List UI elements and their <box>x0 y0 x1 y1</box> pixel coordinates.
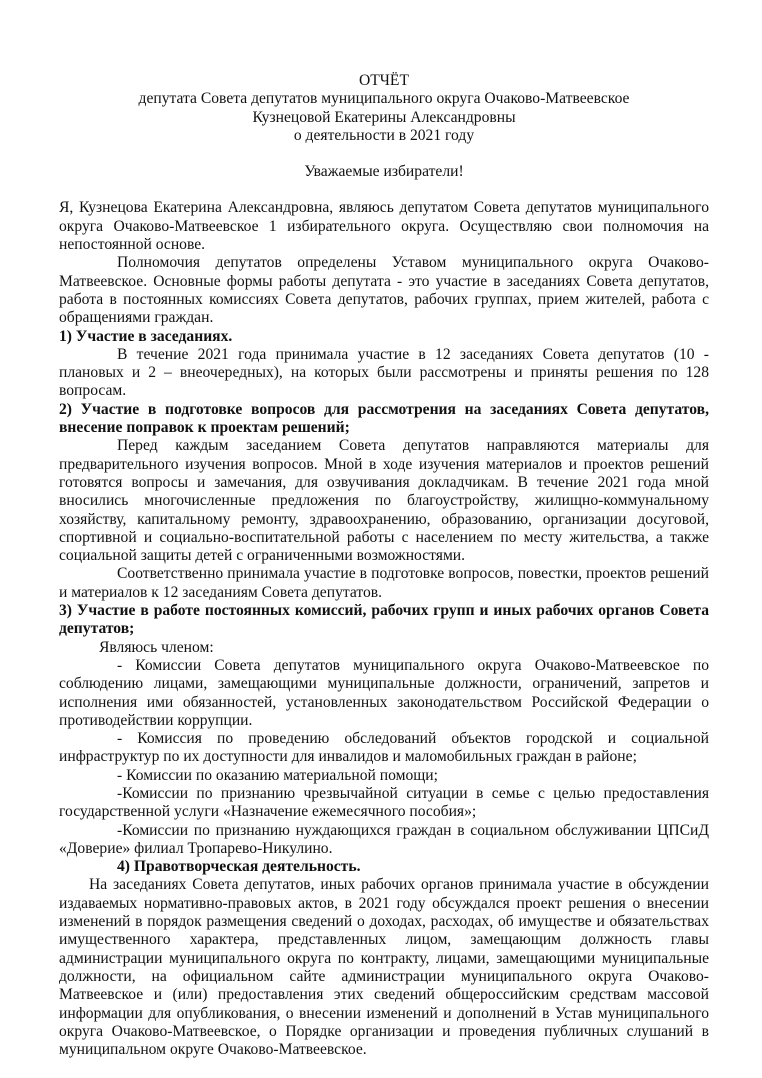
paragraph-line: округа Очаково-Матвеевское, о Порядке организации и проведения публичных слушаний в <box>59 1022 709 1040</box>
paragraph-line: работа в постоянных комиссиях Совета депутатов, рабочих группах, прием жителей, работа с <box>59 290 709 308</box>
paragraph-line: государственной услуги «Назначение ежемесячного пособия»; <box>59 803 477 821</box>
paragraph-line: имущественного характера, представленных лицом, замещающим должность главы <box>59 931 709 949</box>
subtitle-line-1: депутата Совета депутатов муниципального округа Очаково-Матвеевское <box>138 90 630 108</box>
paragraph-line: Матвеевское и (или) предоставления этих сведений общероссийским средствам массовой <box>59 986 709 1004</box>
spacer <box>59 145 709 163</box>
greeting: Уважаемые избиратели! <box>304 163 464 181</box>
paragraph-line: спортивной и социально-воспитательной работы с населением по месту жительства, а также <box>59 528 709 546</box>
paragraph-line: изменений в порядок размещения сведений о доходах, расходах, об имуществе и обязательствах <box>59 913 709 931</box>
paragraph-line: соблюдению лицами, замещающими муниципальные должности, ограничений, запретов и <box>59 675 709 693</box>
paragraph-line: - Комиссии по оказанию материальной помощи; <box>117 766 438 784</box>
subtitle-line-2: Кузнецовой Екатерины Александровны <box>252 108 516 126</box>
paragraph-line: Я, Кузнецова Екатерина Александровна, являюсь депутатом Совета депутатов муниципального <box>59 199 709 217</box>
paragraph-line: социальной защиты детей с ограниченными возможностями. <box>59 547 466 565</box>
section-heading-line: 3) Участие в работе постоянных комиссий, рабочих групп и иных рабочих органов Совета <box>59 602 709 620</box>
paragraph-line: вопросам. <box>59 382 127 400</box>
paragraph-line: администрации муниципального округа по контракту, лицами, замещающими муниципальные <box>59 949 709 967</box>
paragraph-line: муниципальном округе Очаково-Матвеевское. <box>59 1041 367 1059</box>
paragraph-line: готовятся вопросы и замечания, для озвучивания докладчикам. В течение 2021 года мной <box>59 473 709 491</box>
section-heading-line: 2) Участие в подготовке вопросов для рассмотрения на заседаниях Совета депутатов, <box>59 400 709 418</box>
paragraph-line: должности, на официальном сайте администрации муниципального округа Очаково- <box>59 967 709 985</box>
paragraph-line: хозяйству, капитальному ремонту, здравоохранению, образованию, организации досуговой, <box>59 510 709 528</box>
paragraph-line: -Комиссии по признанию чрезвычайной ситуации в семье с целью предоставления <box>117 784 709 802</box>
paragraph-line: Перед каждым заседанием Совета депутатов направляются материалы для <box>117 437 709 455</box>
paragraph-line: противодействии коррупции. <box>59 711 253 729</box>
paragraph-line: «Доверие» филиал Тропарево-Никулино. <box>59 839 333 857</box>
paragraph-line: и материалов к 12 заседаниям Совета депутатов. <box>59 583 383 601</box>
paragraph-line: непостоянной основе. <box>59 236 206 254</box>
paragraph-line: На заседаниях Совета депутатов, иных рабочих органов принимала участие в обсуждении <box>89 876 709 894</box>
paragraph-line: Полномочия депутатов определены Уставом муниципального округа Очаково- <box>117 254 709 272</box>
paragraph-line: - Комиссии Совета депутатов муниципального округа Очаково-Матвеевское по <box>117 656 709 674</box>
paragraph-line: информации для опубликования, о внесении изменений и дополнений в Устав муниципального <box>59 1004 709 1022</box>
paragraph-line: -Комиссии по признанию нуждающихся граждан в социальном обслуживании ЦПСиД <box>117 821 709 839</box>
document-page <box>59 72 709 1059</box>
section-heading-line: внесение поправок к проектам решений; <box>59 419 350 437</box>
paragraph-line: инфраструктур по их доступности для инвалидов и маломобильных граждан в районе; <box>59 748 637 766</box>
subtitle-line-3: о деятельности в 2021 году <box>293 126 475 144</box>
paragraph-line: исполнения ими обязанностей, установленных законодательством Российской Федерации о <box>59 693 709 711</box>
paragraph-line: Матвеевское. Основные формы работы депутата - это участие в заседаниях Совета депутатов, <box>59 272 709 290</box>
paragraph-line: округа Очаково-Матвеевское 1 избирательного округа. Осуществляю свои полномочия на <box>59 217 709 235</box>
section-heading-line: 1) Участие в заседаниях. <box>59 327 233 345</box>
spacer <box>59 181 709 199</box>
document-title: ОТЧЁТ <box>359 72 409 89</box>
paragraph-line: - Комиссия по проведению обследований объектов городской и социальной <box>117 730 709 748</box>
paragraph-line: предварительного изучения вопросов. Мной в ходе изучения материалов и проектов решений <box>59 455 709 473</box>
paragraph-line: вносились многочисленные предложения по благоустройству, жилищно-коммунальному <box>59 492 709 510</box>
section-heading-line: 4) Правотворческая деятельность. <box>117 858 361 876</box>
paragraph-line: В течение 2021 года принимала участие в 12 заседаниях Совета депутатов (10 - <box>117 345 709 363</box>
document-body <box>59 199 709 1059</box>
paragraph-line: Соответственно принимала участие в подготовке вопросов, повестки, проектов решений <box>117 565 709 583</box>
paragraph-line: обращениями граждан. <box>59 309 214 327</box>
paragraph-line: плановых и 2 – внеочередных), на которых были рассмотрены и приняты решения по 128 <box>59 364 709 382</box>
section-heading-line: депутатов; <box>59 620 135 638</box>
paragraph-line: издаваемых нормативно-правовых актов, в 2021 году обсуждался проект решения о внесении <box>59 894 709 912</box>
paragraph-line: Являюсь членом: <box>99 638 214 656</box>
